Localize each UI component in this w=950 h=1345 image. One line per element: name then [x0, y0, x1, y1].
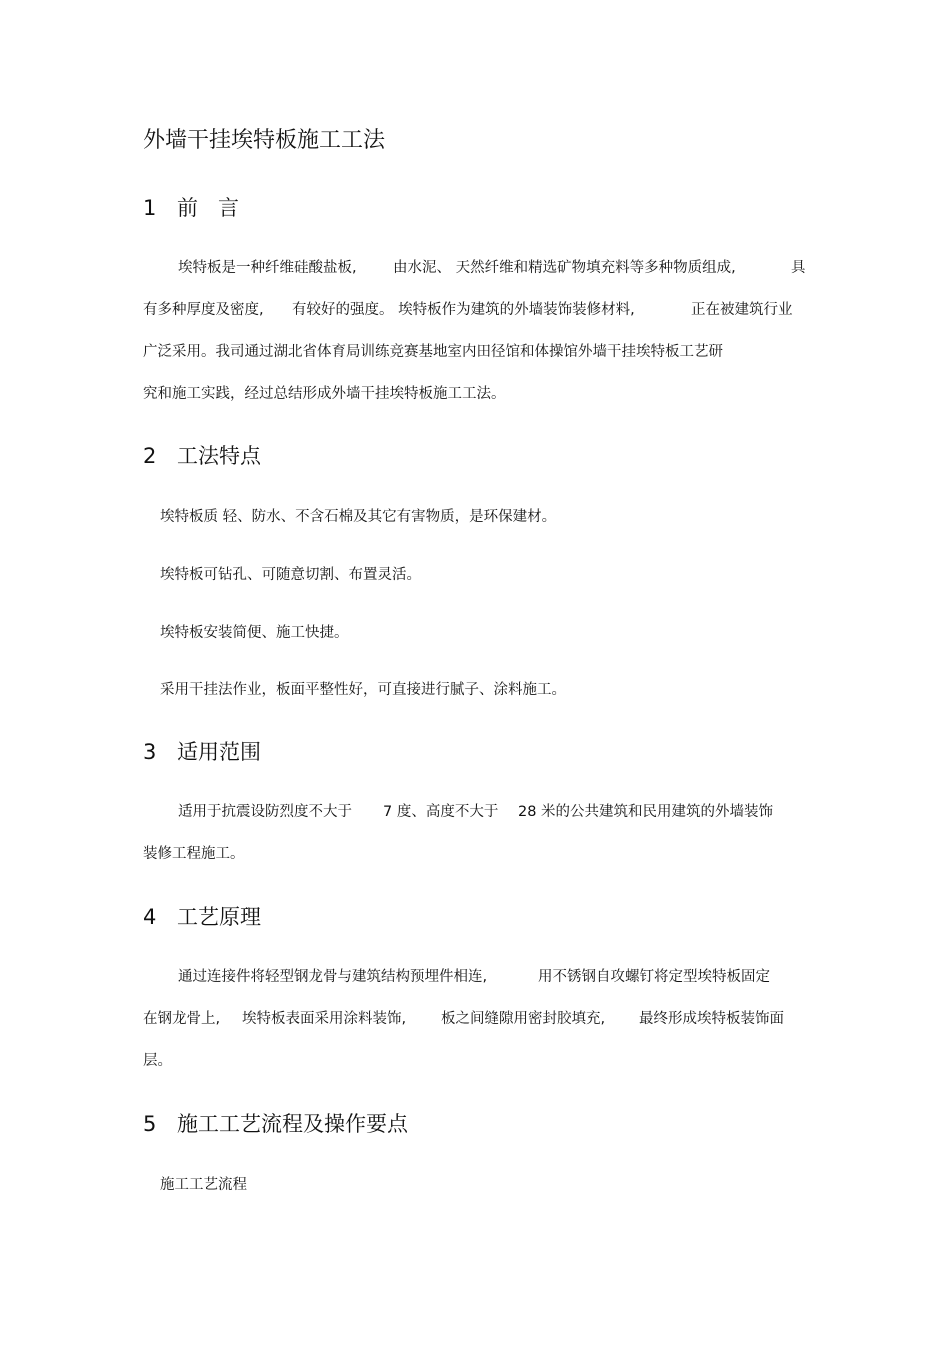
text-segment: 装修工程施工。 [143, 846, 245, 862]
text-segment: 通过连接件将轻型钢龙骨与建筑结构预埋件相连, [178, 969, 488, 985]
paragraph-line [292, 303, 635, 318]
paragraph-line [639, 1012, 784, 1027]
paragraph-line [178, 805, 352, 820]
text-segment: 究和施工实践，经过总结形成外墙干挂埃特板施工工法。 [143, 386, 506, 402]
section-title: 前言 [177, 196, 259, 220]
paragraph-line [143, 345, 723, 360]
section-heading [143, 446, 261, 467]
paragraph-line [383, 805, 498, 820]
section-heading [143, 198, 259, 219]
list-item: 埃特板质 轻、防水、不含石棉及其它有害物质，是环保建材。 [160, 509, 557, 525]
paragraph-line [791, 261, 806, 276]
text-segment: 埃特板表面采用涂料装饰, [242, 1011, 407, 1027]
section-number: 1 [143, 196, 157, 220]
paragraph-line [538, 970, 770, 985]
section-number: 3 [143, 740, 157, 764]
paragraph-line [178, 970, 487, 985]
text-segment: 7 度、高度不大于 [383, 804, 499, 820]
paragraph-line [178, 261, 357, 276]
paragraph-line [518, 805, 773, 820]
paragraph-line [143, 303, 264, 318]
section-title: 适用范围 [177, 740, 261, 764]
text-segment: 具 [791, 260, 806, 276]
text-segment: 28 米的公共建筑和民用建筑的外墙装饰 [518, 804, 774, 820]
section-number: 2 [143, 444, 157, 468]
text-segment: 用不锈钢自攻螺钉将定型埃特板固定 [538, 969, 770, 985]
section-heading [143, 1114, 408, 1135]
text-segment: 层。 [143, 1053, 172, 1069]
text-segment: 适用于抗震设防烈度不大于 [178, 804, 352, 820]
list-item: 埃特板安装简便、施工快捷。 [160, 625, 349, 641]
text-segment: 在钢龙骨上, [143, 1011, 221, 1027]
section-title: 工法特点 [177, 444, 261, 468]
list-item: 埃特板可钻孔、可随意切割、布置灵活。 [160, 567, 421, 583]
text-segment: 有多种厚度及密度, [143, 302, 264, 318]
section-number: 4 [143, 905, 157, 929]
paragraph-line [143, 1012, 220, 1027]
section-heading [143, 742, 261, 763]
text-segment: 埃特板是一种纤维硅酸盐板, [178, 260, 357, 276]
list-item: 采用干挂法作业，板面平整性好，可直接进行腻子、涂料施工。 [160, 682, 566, 698]
section-title: 施工工艺流程及操作要点 [177, 1112, 408, 1136]
paragraph-line [242, 1012, 406, 1027]
paragraph-line [143, 1054, 172, 1069]
paragraph-line [143, 847, 245, 862]
text-segment: 由水泥、 天然纤维和精选矿物填充料等多种物质组成, [393, 260, 736, 276]
list-item: 施工工艺流程 [160, 1177, 247, 1193]
paragraph-line [441, 1012, 605, 1027]
paragraph-line [143, 387, 506, 402]
paragraph-line [691, 303, 793, 318]
section-heading [143, 907, 261, 928]
text-segment: 板之间缝隙用密封胶填充, [441, 1011, 606, 1027]
section-number: 5 [143, 1112, 157, 1136]
paragraph-line [393, 261, 736, 276]
section-title: 工艺原理 [177, 905, 261, 929]
text-segment: 最终形成埃特板装饰面 [639, 1011, 784, 1027]
text-segment: 广泛采用。我司通过湖北省体育局训练竞赛基地室内田径馆和体操馆外墙干挂埃特板工艺研 [143, 344, 723, 360]
text-segment: 有较好的强度。 埃特板作为建筑的外墙装饰装修材料, [292, 302, 635, 318]
text-segment: 正在被建筑行业 [691, 302, 793, 318]
document-title: 外墙干挂埃特板施工工法 [143, 128, 386, 153]
